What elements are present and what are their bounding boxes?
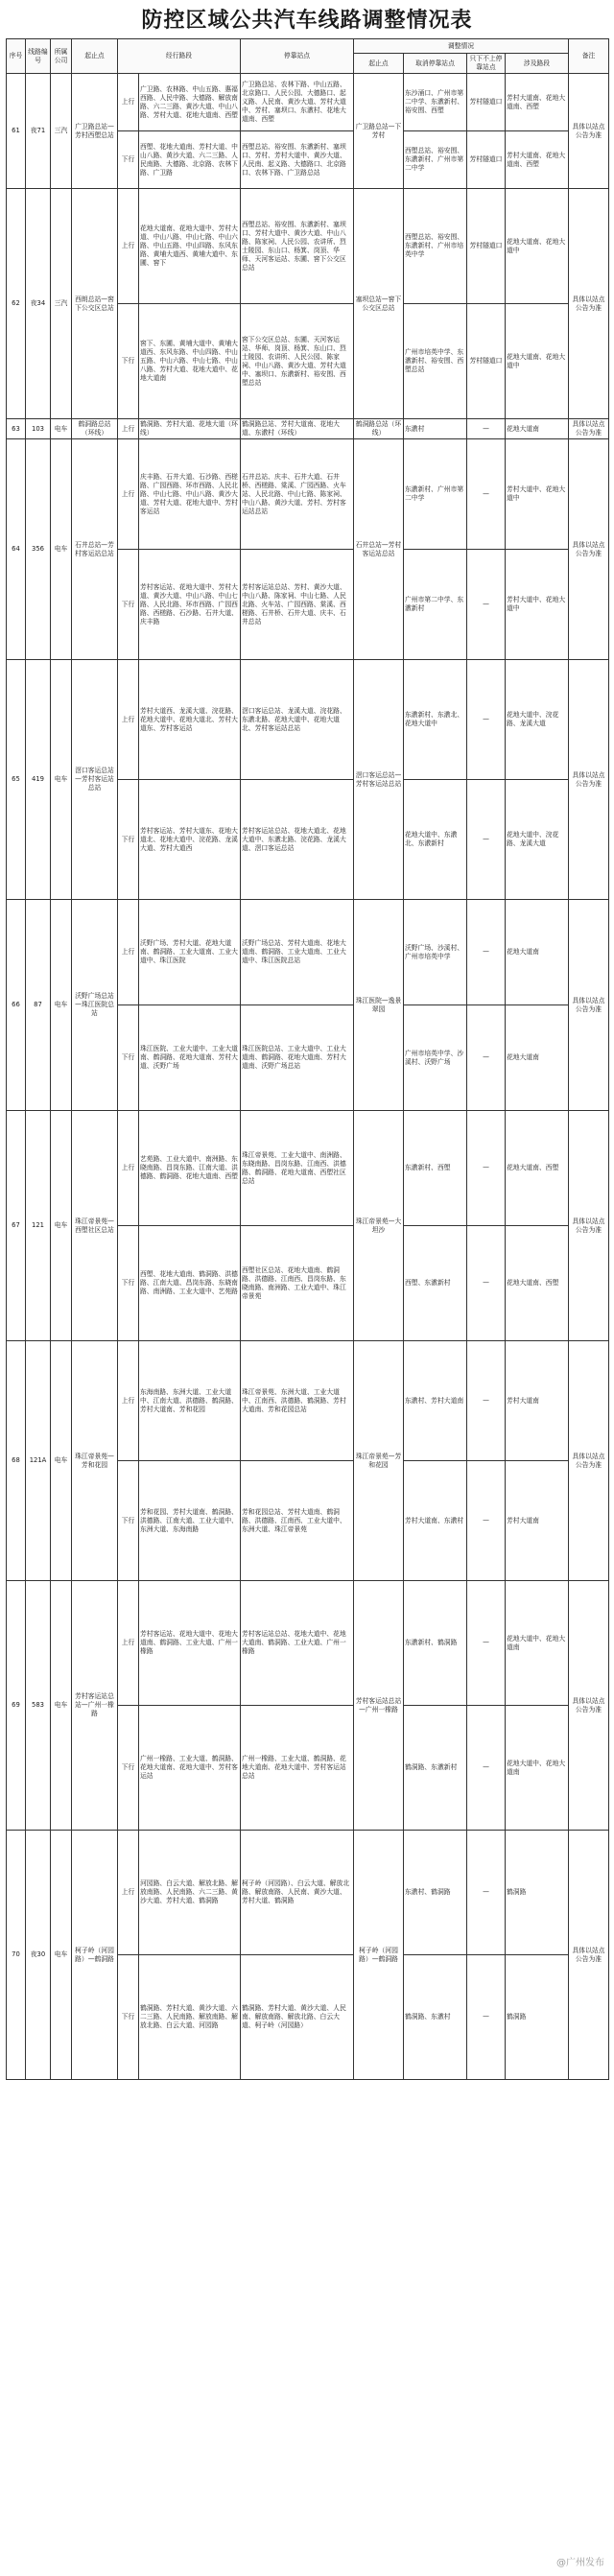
cell-stops: 珠江帝景苑、东洲大道、工业大道中、江南西、洪德路、鹤洞路、芳村大道南、芳和花园总站: [241, 1341, 354, 1461]
cell-adj-pass: —: [467, 660, 506, 780]
cell-stops: 窖下公交区总站、东圃、天河客运站、华师、岗顶、杨箕、东山口、烈士陵园、农讲所、人民公园、陈家祠、中山八路、黄沙大道、芳村大道中、塞坝口、东漖新村、裕安围、西塱总站: [241, 304, 354, 419]
cell-adj-route: 花地大道中、浣花路、龙溪大道: [506, 780, 569, 900]
header-seq: 序号: [7, 39, 26, 74]
cell-line-no: 103: [26, 419, 51, 439]
cell-stops: 沃野广场总站、芳村大道南、花地大道南、鹤洞路、工业大道南、工业大道中、珠江医院总站: [241, 900, 354, 1005]
cell-adj-endpoints: 珠江帝景苑—大坦沙: [354, 1111, 404, 1341]
cell-adj-cancel: 东漖村: [404, 419, 467, 439]
cell-adj-route: 花地大道中、花地大道南: [506, 1706, 569, 1831]
cell-seq: 66: [7, 900, 26, 1111]
table-row: [7, 1341, 609, 1461]
cell-route: 东海南路、东洲大道、工业大道中、江南大道、洪德路、鹤洞路、芳村大道南、芳和花园: [139, 1341, 241, 1461]
cell-seq: 68: [7, 1341, 26, 1581]
cell-adj-pass: —: [467, 1111, 506, 1226]
cell-direction: 下行: [118, 1955, 139, 2080]
cell-route: 芳村客运站、花地大道中、芳村大道、黄沙大道、中山八路、中山七路、人民北路、环市西路、广园西路、西槎路、石沙路、石井大道、庆丰路: [139, 550, 241, 660]
header-endpoints: 起止点: [72, 39, 118, 74]
cell-direction: 上行: [118, 1581, 139, 1706]
cell-route: 花地大道南、花地大道中、芳村大道、中山八路、中山七路、中山六路、中山五路、中山四路、东风东路、黄埔大道西、黄埔大道中、东圃、窖下: [139, 189, 241, 304]
cell-company: 三汽: [51, 189, 72, 419]
cell-line-no: 121A: [26, 1341, 51, 1581]
cell-company: 电车: [51, 419, 72, 439]
cell-direction: 下行: [118, 1005, 139, 1111]
cell-adj-pass: —: [467, 900, 506, 1005]
cell-adj-cancel: 广州市培英中学、沙溪村、沃野广场: [404, 1005, 467, 1111]
cell-remark: 具体以站点公告为准: [569, 439, 609, 660]
watermark: @广州发布: [556, 2558, 604, 2568]
cell-adj-pass: —: [467, 1955, 506, 2080]
cell-adj-cancel: 西塱总站、裕安围、东漖新村、广州市第二中学: [404, 131, 467, 189]
cell-adj-cancel: 东漖新村、东漖北、花地大道中: [404, 660, 467, 780]
cell-adj-cancel: 东沙涌口、广州市第二中学、东漖新村、裕安围、西塱: [404, 74, 467, 131]
cell-route: 窖下、东圃、黄埔大道中、黄埔大道西、东风东路、中山四路、中山五路、中山六路、中山七路、中山八路、芳村大道、花地大道中、花地大道南: [139, 304, 241, 419]
cell-route: 庆丰路、石井大道、石沙路、西槎路、广园西路、环市西路、人民北路、中山七路、中山八路、黄沙大道、芳村大道、花地大道中、芳村客运站: [139, 439, 241, 550]
cell-adj-cancel: 东漖村、鹤洞路: [404, 1831, 467, 1955]
cell-endpoints: 芳村客运站总站—广州一橡路: [72, 1581, 118, 1831]
cell-adj-route: 鹤洞路: [506, 1955, 569, 2080]
cell-stops: 芳村客运站总站、花地大道中、花地大道南、鹤洞路、工业大道、广州一橡路: [241, 1581, 354, 1706]
cell-adj-route: 芳村大道南: [506, 1461, 569, 1581]
header-adj-cancel: 取消停靠站点: [404, 54, 467, 74]
cell-adj-endpoints: 珠江帝景苑—芳和花园: [354, 1341, 404, 1581]
header-adj-endpoints: 起止点: [354, 54, 404, 74]
table-row: [7, 74, 609, 131]
header-adj-route: 涉及路段: [506, 54, 569, 74]
cell-direction: 上行: [118, 419, 139, 439]
cell-adj-cancel: 鹤洞路、东漖村: [404, 1955, 467, 2080]
cell-direction: 下行: [118, 1461, 139, 1581]
cell-direction: 上行: [118, 439, 139, 550]
cell-adj-route: 芳村大道南: [506, 1341, 569, 1461]
cell-seq: 70: [7, 1831, 26, 2080]
cell-adj-cancel: 鹤洞路、东漖新村: [404, 1706, 467, 1831]
cell-company: 电车: [51, 1111, 72, 1341]
cell-company: 电车: [51, 900, 72, 1111]
cell-stops: 柯子岭（河园路）、白云大道、解放北路、解放南路、人民南、黄沙大道、芳村大道、鹤洞路: [241, 1831, 354, 1955]
cell-seq: 62: [7, 189, 26, 419]
header-line-no: 线路编号: [26, 39, 51, 74]
cell-route: 珠江医院、工业大道中、工业大道南、鹤洞路、花地大道南、芳村大道、沃野广场: [139, 1005, 241, 1111]
cell-adj-route: 花地大道中、花地大道南: [506, 1581, 569, 1706]
cell-adj-pass: —: [467, 1831, 506, 1955]
cell-direction: 下行: [118, 1706, 139, 1831]
cell-seq: 65: [7, 660, 26, 900]
cell-direction: 上行: [118, 1341, 139, 1461]
cell-adj-route: 花地大道南、西塱: [506, 1226, 569, 1341]
table-row: [7, 1831, 609, 1955]
cell-adj-pass: 芳村隧道口: [467, 131, 506, 189]
cell-stops: 珠江医院总站、工业大道中、工业大道南、鹤洞路、花地大道南、芳村大道南、沃野广场总站: [241, 1005, 354, 1111]
cell-adj-endpoints: 珠江医院—逸景翠园: [354, 900, 404, 1111]
cell-route: 芳村客运站、芳村大道东、花地大道北、花地大道中、浣花路、龙溪大道、芳村大道西: [139, 780, 241, 900]
cell-adj-cancel: 东漖新村、广州市第二中学: [404, 439, 467, 550]
cell-adj-cancel: 广州市培英中学、东漖新村、裕安围、西塱总站: [404, 304, 467, 419]
cell-seq: 61: [7, 74, 26, 189]
cell-direction: 下行: [118, 131, 139, 189]
cell-adj-route: 花地大道南: [506, 1005, 569, 1111]
cell-line-no: 356: [26, 439, 51, 660]
cell-adj-endpoints: 柯子岭（河园路）—鹤洞路: [354, 1831, 404, 2080]
cell-direction: 上行: [118, 900, 139, 1005]
cell-adj-pass: —: [467, 1581, 506, 1706]
cell-adj-route: 芳村大道中、花地大道中: [506, 439, 569, 550]
cell-remark: 具体以站点公告为准: [569, 1111, 609, 1341]
cell-endpoints: 滘口客运总站—芳村客运站总站: [72, 660, 118, 900]
table-row: [7, 1581, 609, 1706]
header-route: 经行路段: [118, 39, 241, 74]
header-adj-pass: 只下不上停靠站点: [467, 54, 506, 74]
cell-direction: 下行: [118, 1226, 139, 1341]
cell-adj-route: 芳村大道南、花地大道南、西塱: [506, 131, 569, 189]
cell-adj-cancel: 东漖新村、西塱: [404, 1111, 467, 1226]
cell-adj-endpoints: 鹤洞路总站（环线）: [354, 419, 404, 439]
cell-direction: 上行: [118, 189, 139, 304]
cell-endpoints: 珠江帝景苑—芳和花园: [72, 1341, 118, 1581]
cell-route: 沃野广场、芳村大道、花地大道南、鹤洞路、工业大道南、工业大道中、珠江医院: [139, 900, 241, 1005]
cell-adj-pass: 芳村隧道口: [467, 304, 506, 419]
cell-stops: 珠江帝景苑、工业大道中、南洲路、东晓南路、昌岗东路、江南西、洪德路、鹤洞路、花地大道南、西塱社区总站: [241, 1111, 354, 1226]
cell-route: 河园路、白云大道、解放北路、解放南路、人民南路、六二三路、黄沙大道、芳村大道、鹤洞路: [139, 1831, 241, 1955]
cell-endpoints: 柯子岭（河园路）—鹤洞路: [72, 1831, 118, 2080]
cell-line-no: 583: [26, 1581, 51, 1831]
cell-adj-route: 花地大道南、花地大道中: [506, 304, 569, 419]
header-stops: 停靠站点: [241, 39, 354, 74]
cell-adj-route: 花地大道南: [506, 419, 569, 439]
cell-stops: 芳和花园总站、芳村大道南、鹤洞路、洪德路、江南西、工业大道中、东洲大道、珠江帝景苑: [241, 1461, 354, 1581]
cell-direction: 下行: [118, 550, 139, 660]
cell-adj-cancel: 东漖村、芳村大道南: [404, 1341, 467, 1461]
table-row: [7, 900, 609, 1005]
cell-route: 广州一橡路、工业大道、鹤洞路、花地大道南、花地大道中、芳村客运站: [139, 1706, 241, 1831]
page-title: 防控区域公共汽车线路调整情况表: [141, 8, 473, 33]
cell-adj-cancel: 东漖新村、鹤洞路: [404, 1581, 467, 1706]
table-row: [7, 439, 609, 550]
cell-adj-route: 花地大道南、花地大道中: [506, 189, 569, 304]
cell-adj-pass: 芳村隧道口: [467, 189, 506, 304]
cell-adj-pass: —: [467, 1005, 506, 1111]
cell-company: 电车: [51, 439, 72, 660]
cell-adj-cancel: 广州市第二中学、东漖新村: [404, 550, 467, 660]
cell-route: 艺苑路、工业大道中、南洲路、东晓南路、昌岗东路、江南大道、洪德路、鹤洞路、花地大道南、西塱: [139, 1111, 241, 1226]
cell-company: 电车: [51, 660, 72, 900]
cell-line-no: 87: [26, 900, 51, 1111]
cell-endpoints: 西朗总站—窖下公交区总站: [72, 189, 118, 419]
cell-company: 三汽: [51, 74, 72, 189]
cell-adj-endpoints: 塞坝总站—窖下公交区总站: [354, 189, 404, 419]
cell-route: 西塱、花地大道南、鹤洞路、洪德路、江南大道、昌岗东路、东晓南路、南洲路、工业大道中、艺苑路: [139, 1226, 241, 1341]
cell-route: 芳村客运站、花地大道中、花地大道南、鹤洞路、工业大道、广州一橡路: [139, 1581, 241, 1706]
cell-remark: 具体以站点公告为准: [569, 189, 609, 419]
cell-route: 鹤洞路、芳村大道、花地大道（环线）: [139, 419, 241, 439]
cell-adj-pass: 芳村隧道口: [467, 74, 506, 131]
cell-line-no: 夜34: [26, 189, 51, 419]
adjustment-table: [6, 38, 609, 2080]
cell-stops: 广州一橡路、工业大道、鹤洞路、花地大道南、花地大道中、芳村客运站总站: [241, 1706, 354, 1831]
cell-stops: 芳村客运站总站、花地大道北、花地大道中、东漖北路、浣花路、龙溪大道、滘口客运总站: [241, 780, 354, 900]
cell-remark: 具体以站点公告为准: [569, 419, 609, 439]
header-adjust-group: 调整情况: [354, 39, 569, 54]
cell-endpoints: 珠江帝景苑—西塱社区总站: [72, 1111, 118, 1341]
cell-adj-cancel: 沃野广场、沙溪村、广州市培英中学: [404, 900, 467, 1005]
cell-stops: 鹤洞路、芳村大道、黄沙大道、人民南、解放南路、解放北路、白云大道、柯子岭（河园路）: [241, 1955, 354, 2080]
cell-remark: 具体以站点公告为准: [569, 74, 609, 189]
cell-company: 电车: [51, 1581, 72, 1831]
cell-route: 芳和花园、芳村大道南、鹤洞路、洪德路、江南大道、工业大道中、东洲大道、东海南路: [139, 1461, 241, 1581]
cell-adj-pass: —: [467, 439, 506, 550]
cell-route: 西塱、花地大道南、芳村大道、中山八路、黄沙大道、六二三路、人民南路、大德路、北京路、农林下路、广卫路: [139, 131, 241, 189]
cell-adj-route: 芳村大道中、花地大道中: [506, 550, 569, 660]
cell-endpoints: 石井总站—芳村客运站总站: [72, 439, 118, 660]
table-row: [7, 419, 609, 439]
cell-direction: 上行: [118, 74, 139, 131]
cell-stops: 西塱总站、裕安围、东漖新村、塞坝口、芳村、芳村大道中、黄沙大道、人民南、起义路、大德路口、北京路口、农林下路、广卫路总站: [241, 131, 354, 189]
cell-endpoints: 广卫路总站—芳村西塱总站: [72, 74, 118, 189]
cell-remark: 具体以站点公告为准: [569, 900, 609, 1111]
cell-stops: 鹤洞路总站、芳村大道南、花地大道、东漖村（环线）: [241, 419, 354, 439]
cell-seq: 69: [7, 1581, 26, 1831]
cell-adj-cancel: 西塱、东漖新村: [404, 1226, 467, 1341]
table-row: [7, 660, 609, 780]
cell-company: 电车: [51, 1341, 72, 1581]
cell-adj-endpoints: 广卫路总站—下芳村: [354, 74, 404, 189]
cell-remark: 具体以站点公告为准: [569, 660, 609, 900]
table-row: [7, 189, 609, 304]
cell-endpoints: 鹤洞路总站（环线）: [72, 419, 118, 439]
cell-route: 鹤洞路、芳村大道、黄沙大道、六二三路、人民南路、解放南路、解放北路、白云大道、河园路: [139, 1955, 241, 2080]
cell-line-no: 夜30: [26, 1831, 51, 2080]
cell-adj-pass: —: [467, 1706, 506, 1831]
cell-route: 芳村大道西、龙溪大道、浣花路、花地大道中、花地大道北、芳村大道东、芳村客运站: [139, 660, 241, 780]
cell-company: 电车: [51, 1831, 72, 2080]
cell-direction: 上行: [118, 1111, 139, 1226]
cell-stops: 芳村客运站总站、芳村、黄沙大道、中山八路、陈家祠、中山七路、人民北路、火车站、广园西路、棠溪、西槎路、石井桥、石井大道、庆丰、石井总站: [241, 550, 354, 660]
cell-adj-cancel: 花地大道中、东漖北、东漖新村: [404, 780, 467, 900]
cell-adj-cancel: 西塱总站、裕安围、东漖新村、广州市培英中学: [404, 189, 467, 304]
cell-adj-endpoints: 石井总站—芳村客运站总站: [354, 439, 404, 660]
cell-adj-route: 鹤洞路: [506, 1831, 569, 1955]
cell-stops: 西塱总站、裕安围、东漖新村、塞坝口、芳村大道中、黄沙大道、中山八路、陈家祠、人民公园、农讲所、烈士陵园、东山口、杨箕、岗顶、华师、天河客运站、东圃、窖下公交区总站: [241, 189, 354, 304]
cell-adj-route: 芳村大道南、花地大道南、西塱: [506, 74, 569, 131]
cell-adj-cancel: 芳村大道南、东漖村: [404, 1461, 467, 1581]
cell-line-no: 夜71: [26, 74, 51, 189]
cell-line-no: 419: [26, 660, 51, 900]
cell-adj-pass: —: [467, 1341, 506, 1461]
cell-adj-route: 花地大道南: [506, 900, 569, 1005]
cell-adj-pass: —: [467, 550, 506, 660]
header-company: 所属公司: [51, 39, 72, 74]
cell-adj-endpoints: 芳村客运站总站—广州一橡路: [354, 1581, 404, 1831]
cell-direction: 上行: [118, 1831, 139, 1955]
cell-stops: 石井总站、庆丰、石井大道、石井桥、西槎路、棠溪、广园西路、火车站、人民北路、中山七路、陈家祠、中山八路、黄沙大道、芳村、芳村客运站总站: [241, 439, 354, 550]
cell-direction: 下行: [118, 304, 139, 419]
table-row: [7, 1111, 609, 1226]
cell-remark: 具体以站点公告为准: [569, 1341, 609, 1581]
cell-stops: 西塱社区总站、花地大道南、鹤洞路、洪德路、江南西、昌岗东路、东晓南路、南洲路、工业大道中、珠江帝景苑: [241, 1226, 354, 1341]
cell-route: 广卫路、农林路、中山五路、惠福西路、人民中路、大德路、解放南路、六二三路、黄沙大道、中山八路、芳村大道、花地大道南、西塱: [139, 74, 241, 131]
table-body: [7, 74, 609, 2080]
cell-seq: 64: [7, 439, 26, 660]
cell-adj-endpoints: 滘口客运总站—芳村客运站总站: [354, 660, 404, 900]
cell-adj-pass: —: [467, 780, 506, 900]
cell-adj-pass: —: [467, 1461, 506, 1581]
cell-direction: 上行: [118, 660, 139, 780]
cell-seq: 63: [7, 419, 26, 439]
cell-direction: 下行: [118, 780, 139, 900]
cell-remark: 具体以站点公告为准: [569, 1581, 609, 1831]
cell-endpoints: 沃野广场总站—珠江医院总站: [72, 900, 118, 1111]
header-remark: 备注: [569, 39, 609, 74]
cell-stops: 滘口客运总站、龙溪大道、浣花路、东漖北路、花地大道中、花地大道北、芳村客运站总站: [241, 660, 354, 780]
cell-adj-pass: —: [467, 419, 506, 439]
cell-line-no: 121: [26, 1111, 51, 1341]
cell-adj-pass: —: [467, 1226, 506, 1341]
cell-adj-route: 花地大道南、西塱: [506, 1111, 569, 1226]
cell-seq: 67: [7, 1111, 26, 1341]
cell-adj-route: 花地大道中、浣花路、龙溪大道: [506, 660, 569, 780]
cell-stops: 广卫路总站、农林下路、中山五路、北京路口、人民公园、大德路口、起义路、人民南、黄沙大道、芳村大道中、芳村、塞坝口、东漖村、花地大道南、西塱: [241, 74, 354, 131]
cell-remark: 具体以站点公告为准: [569, 1831, 609, 2080]
